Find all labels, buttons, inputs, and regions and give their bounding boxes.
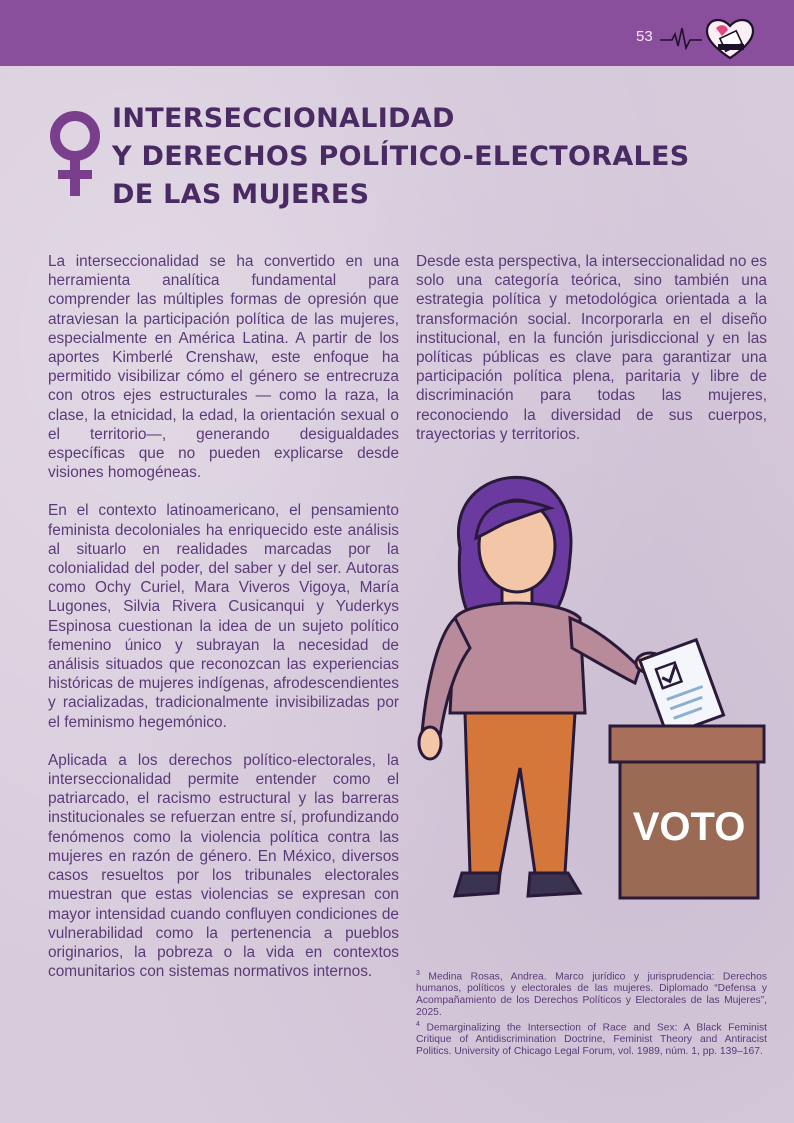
footnote-3 [416,968,767,1019]
footnote-4 [416,1019,767,1058]
left-column [48,252,399,1000]
paragraph: Aplicada a los derechos político-electorales, la interseccionalidad permite entender como el patriarcado, el racismo estructural y las barreras institucionales se refuerzan entre sí, profundizando fenómenos como la violencia política contra las mujeres en razón de género. En México, diversos casos resueltos por los tribunales electorales muestran que estas violencias se expresan con mayor intensidad cuando confluyen condiciones de vulnerabilidad como la pertenencia a pueblos originarios, la pobreza o la vida en contextos comunitarios con sistemas normativos internos. [48,751,399,981]
title-line-3: DE LAS MUJERES [112,179,370,210]
footnote-text: Medina Rosas, Andrea. Marco jurídico y jurisprudencia: Derechos humanos, políticos y electorales de las mujeres. Diplomado “Defensa y Acompañamiento de los Derechos Políticos y Electorales de las Mujeres”, 2025. [416,971,767,1018]
paragraph: Desde esta perspectiva, la interseccionalidad no es solo una categoría teórica, sino también una estrategia política y metodológica orientada a la transformación social. Incorporarla en el diseño institucional, en la función jurisdiccional y en las políticas públicas es clave para garantizar una participación política plena, paritaria y libre de discriminación para todas las mujeres, reconociendo la diversidad de sus cuerpos, trayectorias y territorios. [416,253,767,443]
footnote-marker: 3 [416,970,420,977]
right-column [416,252,767,463]
woman-voting-illustration [410,468,780,908]
venus-symbol-icon [44,108,106,200]
title-line-2: Y DERECHOS POLÍTICO-ELECTORALES [112,141,690,172]
footnote-text: Demarginalizing the Intersection of Race and Sex: A Black Feminist Critique of Antidiscrimination Doctrine, Feminist Theory and Antiracist Politics. University of Chicago Legal Forum, vol. 1989, núm. 1, pp. 139–167. [416,1022,767,1057]
page-number: 53 [636,28,653,45]
page-title [112,100,690,214]
header-bar [0,0,794,66]
footnote-marker: 4 [416,1020,420,1028]
ballot-box-label: VOTO [632,805,746,849]
footnotes [416,968,767,1057]
heartbeat-heart-ballot-icon [660,14,760,62]
paragraph: En el contexto latinoamericano, el pensamiento feminista decoloniales ha enriquecido este análisis al situarlo en realidades marcadas por la colonialidad del poder, del saber y del ser. Autoras como Ochy Curiel, Mara Viveros Vigoya, María Lugones, Silvia Rivera Cusicanqui y Yuderkys Espinosa cuestionan la idea de un sujeto político femenino único y subrayan la necesidad de análisis situados que reconozcan las experiencias históricas de mujeres indígenas, afrodescendientes y racializadas, tradicionalmente invisibilizadas por el feminismo hegemónico. [48,502,399,731]
paragraph: La interseccionalidad se ha convertido en una herramienta analítica fundamental para comprender las múltiples formas de opresión que atraviesan la participación política de las mujeres, especialmente en América Latina. A partir de los aportes Kimberlé Crenshaw, este enfoque ha permitido visibilizar cómo el género se entrecruza con otros ejes estructurales — como la raza, la clase, la etnicidad, la edad, la orientación sexual o el territorio—, generando desigualdades específicas que no pueden explicarse desde visiones homogéneas. [48,253,399,482]
title-line-1: INTERSECCIONALIDAD [112,103,455,134]
